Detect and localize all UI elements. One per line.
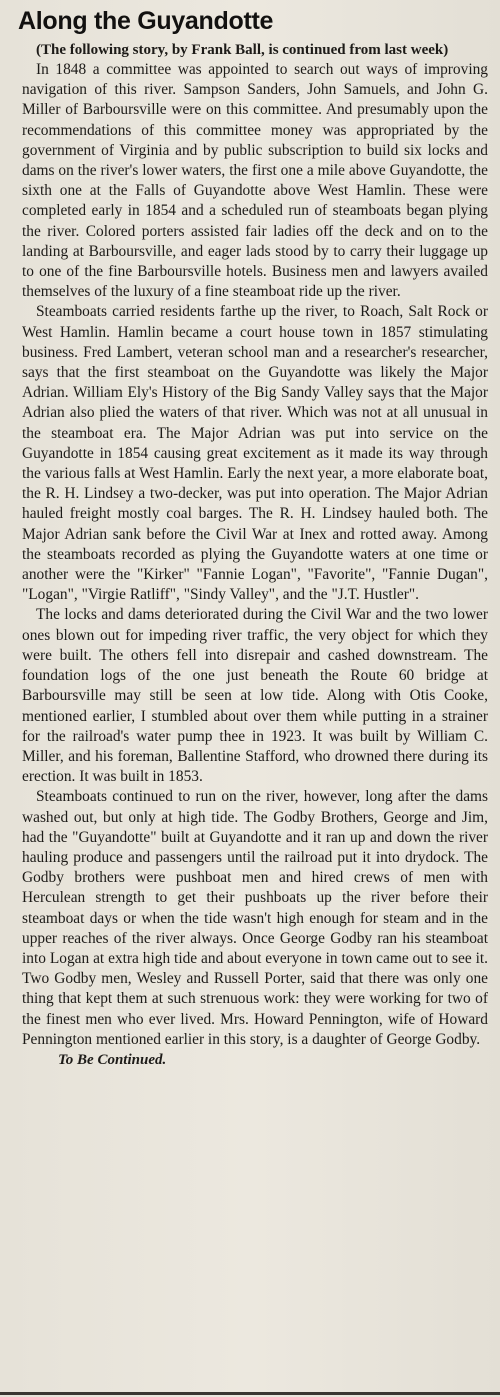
continued-note: To Be Continued.: [58, 1051, 167, 1068]
bottom-rule: [0, 1392, 500, 1395]
headline: Along the Guyandotte: [18, 7, 274, 35]
paragraph-2: Steamboats carried residents farthe up the river, to Roach, Salt Rock or West Hamlin. Hamlin became a court house town in 1857 stimulating business. Fred Lambert, veteran school man and a researcher's researcher, says that the first steamboat on the Guyandotte was likely the Major Adrian. William Ely's History of the Big Sandy Valley says that the Major Adrian also plied the waters of that river. Which was not at all unusual in the steamboat era. The Major Adrian was put into service on the Guyandotte in 1854 causing great excitement as it made its way through the various falls at West Hamlin. Early the next year, a more elaborate boat, the R. H. Lindsey a two-decker, was put into operation. The Major Adrian hauled freight mostly coal barges. The R. H. Lindsey hauled both. The Major Adrian sank before the Civil War at Inex and rotted away. Among the steamboats recorded as plying the Guyandotte waters at one time or another were the "Kirker" "Fannie Logan", "Favorite", "Fannie Dugan", "Logan", "Virgie Ratliff", "Sindy Valley", and the "J.T. Hustler".: [22, 303, 488, 604]
paragraph-1: In 1848 a committee was appointed to search out ways of improving navigation of this river. Sampson Sanders, John Samuels, and John G. Miller of Barboursville were on this committee. And presumably upon the recommendations of this committee money was appropriated by the government of Virginia and by public subscription to build six locks and dams on the river's lower waters, the first one a mile above Guyandotte, the sixth one at the Falls of Guyandotte above West Hamlin. These were completed early in 1854 and a scheduled run of steamboats began plying the river. Colored porters assisted fair ladies off the deck and on to the landing at Barboursville, and eager lads stood by to carry their luggage up to one of the fine Barboursville hotels. Business men and lawyers availed themselves of the luxury of a fine steamboat ride up the river.: [22, 61, 488, 301]
paragraph-3: The locks and dams deteriorated during the Civil War and the two lower ones blown out for impeding river traffic, the very object for which they were built. The others fell into disrepair and cashed downstream. The foundation logs of the one just beneath the Route 60 bridge at Barboursville may still be seen at low tide. Along with Otis Cooke, mentioned earlier, I stumbled about over them while putting in a strainer for the railroad's water pump thee in 1923. It was built by William C. Miller, and his foreman, Ballentine Stafford, who drowned there during its erection. It was built in 1853.: [22, 606, 488, 786]
paragraph-4: Steamboats continued to run on the river, however, long after the dams washed out, but only at high tide. The Godby Brothers, George and Jim, had the "Guyandotte" built at Guyandotte and it ran up and down the river hauling produce and passengers until the railroad put it into drydock. The Godby brothers were pushboat men and hired crews of men with Herculean strength to get their pushboats up the river before their steamboat days or when the tide wasn't high enough for steam and in the upper reaches of the river always. Once George Godby ran his steamboat into Logan at extra high tide and about everyone in town came out to see it. Two Godby men, Wesley and Russell Porter, said that there was only one thing that kept them at such strenuous work: they were working for two of the finest men who ever lived. Mrs. Howard Pennington, wife of Howard Pennington mentioned earlier in this story, is a daughter of George Godby.: [22, 788, 488, 1048]
intro-note: (The following story, by Frank Ball, is continued from last week): [36, 42, 449, 58]
